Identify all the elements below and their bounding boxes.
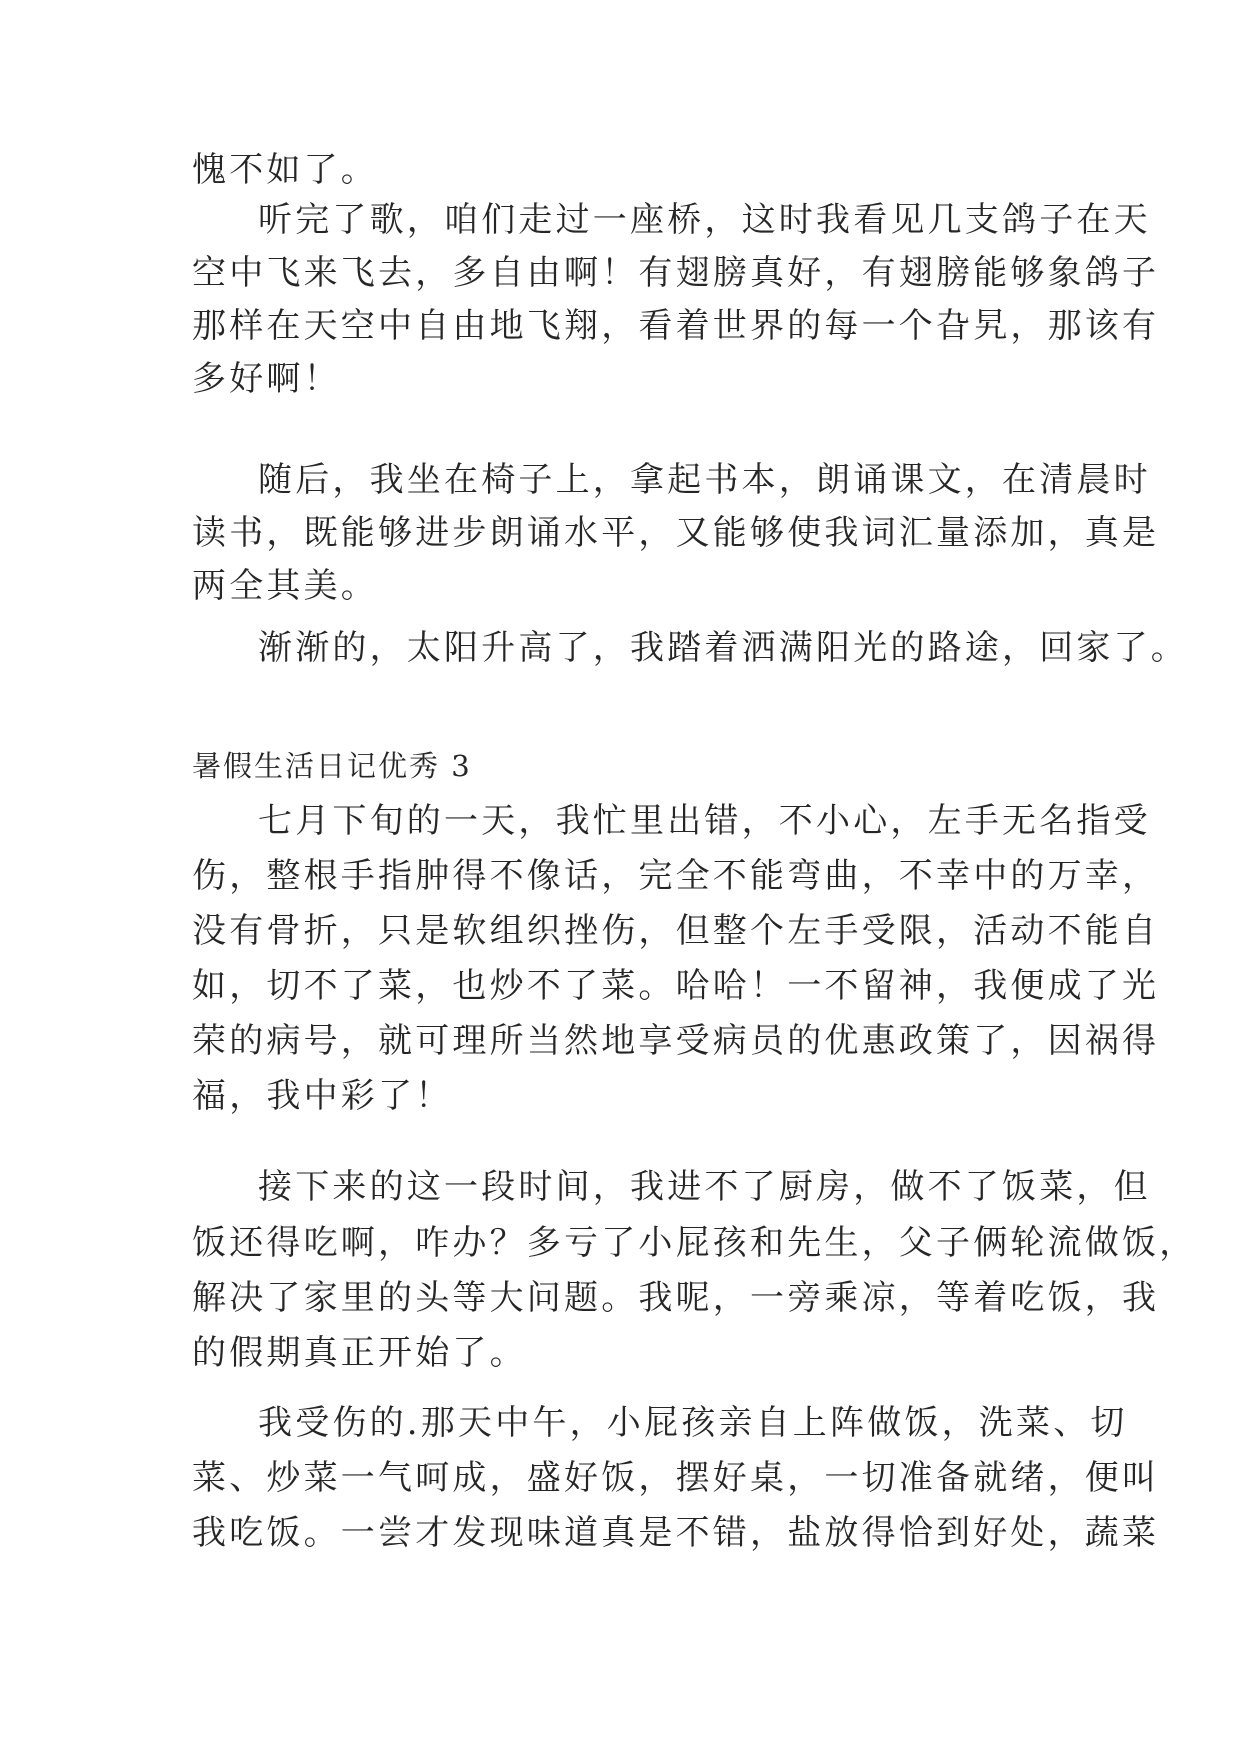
paragraph-start-line: 听完了歌，咱们走过一座桥，这时我看见几支鸽子在天: [258, 200, 1151, 240]
paragraph-start-line: 随后，我坐在椅子上，拿起书本，朗诵课文，在清晨时: [258, 460, 1151, 500]
text-line: 解决了家里的头等大问题。我呢，一旁乘凉，等着吃饭，我: [192, 1278, 1160, 1318]
text-line: 菜、炒菜一气呵成，盛好饭，摆好桌，一切准备就绪，便叫: [192, 1458, 1160, 1498]
text-line: 荣的病号，就可理所当然地享受病员的优惠政策了，因祸得: [192, 1021, 1160, 1061]
section-heading: 暑假生活日记优秀 3: [192, 749, 472, 783]
text-line: 我吃饭。一尝才发现味道真是不错，盐放得恰到好处，蔬菜: [192, 1513, 1160, 1553]
text-line: 如，切不了菜，也炒不了菜。哈哈！一不留神，我便成了光: [192, 966, 1160, 1006]
paragraph-start-line: 我受伤的.那天中午，小屁孩亲自上阵做饭，洗菜、切: [258, 1403, 1128, 1443]
text-line: 没有骨折，只是软组织挫伤，但整个左手受限，活动不能自: [192, 911, 1160, 951]
text-line: 多好啊！: [192, 359, 341, 399]
text-line: 福，我中彩了！: [192, 1076, 453, 1116]
paragraph-start-line: 七月下旬的一天，我忙里出错，不小心，左手无名指受: [258, 801, 1151, 841]
text-line: 读书，既能够进步朗诵水平，又能够使我词汇量添加，真是: [192, 513, 1160, 553]
text-line: 饭还得吃啊，咋办？多亏了小屁孩和先生，父子俩轮流做饭，: [192, 1223, 1197, 1263]
text-line: 两全其美。: [192, 566, 378, 606]
text-line: 愧不如了。: [192, 150, 378, 190]
paragraph-start-line: 接下来的这一段时间，我进不了厨房，做不了饭菜，但: [258, 1167, 1151, 1207]
text-line: 那样在天空中自由地飞翔，看着世界的每一个旮旯，那该有: [192, 306, 1160, 346]
text-line: 伤，整根手指肿得不像话，完全不能弯曲，不幸中的万幸，: [192, 856, 1160, 896]
paragraph-start-line: 渐渐的，太阳升高了，我踏着洒满阳光的路途，回家了。: [258, 628, 1188, 668]
text-line: 的假期真正开始了。: [192, 1333, 527, 1373]
text-line: 空中飞来飞去，多自由啊！有翅膀真好，有翅膀能够象鸽子: [192, 253, 1160, 293]
